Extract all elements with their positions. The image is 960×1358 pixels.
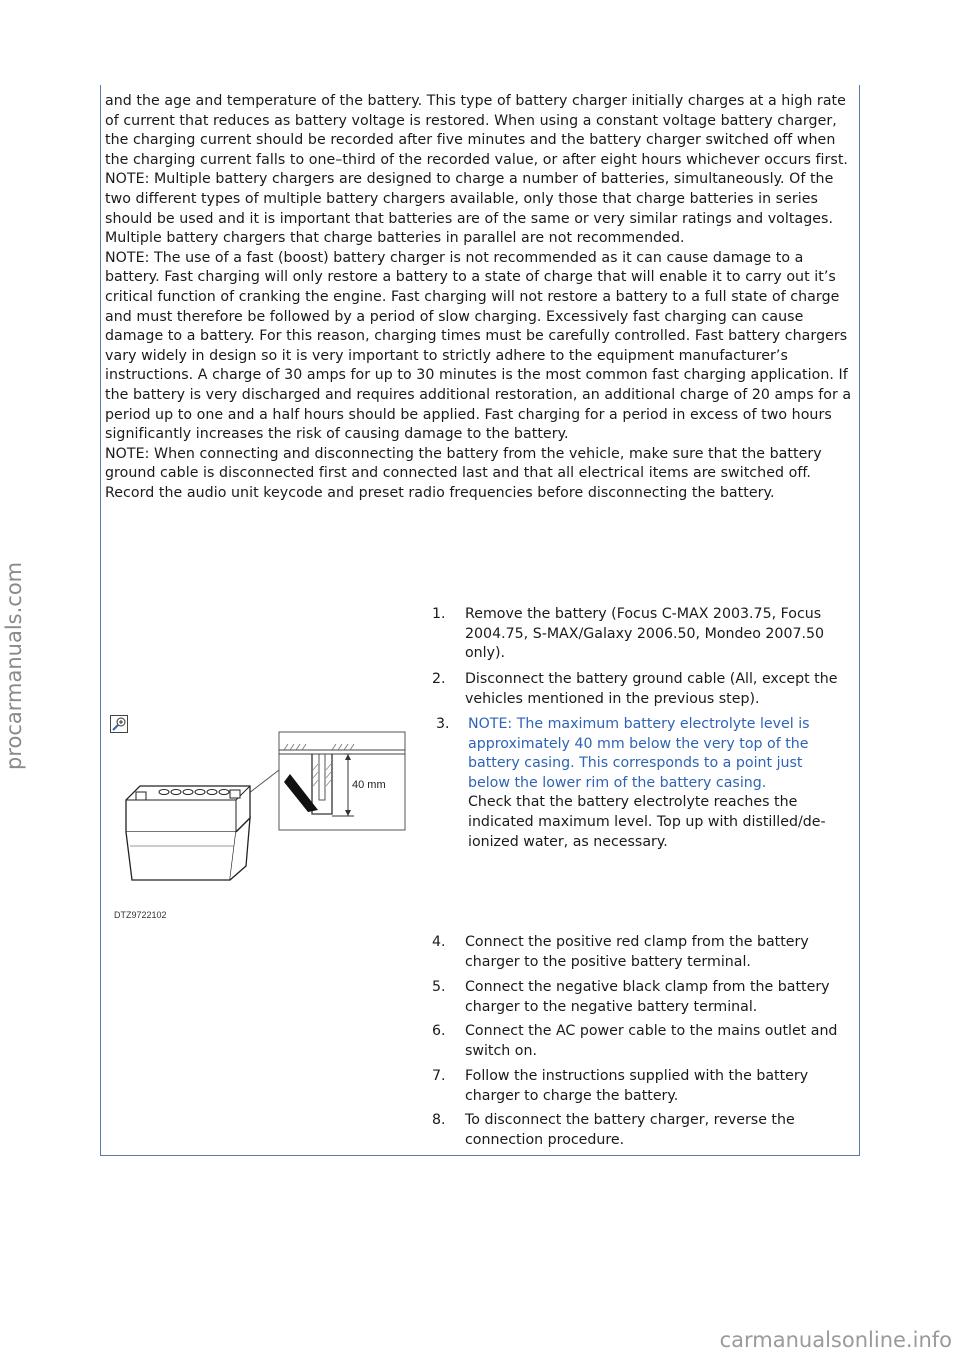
step-1	[432, 605, 852, 664]
note-fast-charger: NOTE: The use of a fast (boost) battery charger is not recommended as it can cause damage to a battery. Fast charging will only restore a battery to a state of charge that will enable it to carry out it’s critical function of cranking the engine. Fast charging will not restore a battery to a full state of charge and must therefore be followed by a period of slow charging. Excessively fast charging can cause damage to a battery. For this reason, charging times must be carefully controlled. Fast battery chargers vary widely in design so it is very important to strictly adhere to the equipment manufacturer’s instructions. A charge of 30 amps for up to 30 minutes is the most common fast charging application. If the battery is very discharged and requires additional restoration, an additional charge of 20 amps for a period up to one and a half hours should be applied. Fast charging for a period in excess of two hours significantly increases the risk of causing damage to the battery.	[105, 249, 852, 443]
step-text: Connect the positive red clamp from the battery charger to the positive battery terminal.	[465, 934, 809, 970]
bottom-watermark: carmanualsonline.info	[719, 1328, 952, 1352]
step-number: 2.	[432, 671, 446, 687]
step-text: Check that the battery electrolyte reaches the indicated maximum level. Top up with distilled/de-ionized water, as necessary.	[468, 794, 826, 850]
step-number: 4.	[432, 934, 446, 950]
step-number: 7.	[432, 1068, 446, 1084]
step-8	[432, 1111, 852, 1150]
step-4	[432, 933, 852, 972]
step-number: 6.	[432, 1023, 446, 1039]
step-6	[432, 1022, 852, 1061]
step-number: 5.	[432, 979, 446, 995]
step-number: 1.	[432, 606, 446, 622]
step-number: 3.	[436, 716, 450, 732]
step-text: Connect the AC power cable to the mains outlet and switch on.	[465, 1023, 838, 1059]
note-multiple-chargers: NOTE: Multiple battery chargers are designed to charge a number of batteries, simultaneously. Of the two different types of multiple battery chargers available, only those that charge batteries in series should be used and it is important that batteries are of the same or very similar ratings and voltages. Multiple battery chargers that charge batteries in parallel are not recommended.	[105, 171, 834, 247]
step-2	[432, 670, 852, 709]
side-watermark: procarmanuals.com	[2, 561, 26, 770]
step-7	[432, 1067, 852, 1106]
step-5	[432, 978, 852, 1017]
note-connecting: NOTE: When connecting and disconnecting the battery from the vehicle, make sure that the battery ground cable is disconnected first and connected last and that all electrical items are switched off. Record the audio unit keycode and preset radio frequencies before disconnecting the battery.	[105, 445, 822, 501]
step-number: 8.	[432, 1112, 446, 1128]
intro-text	[105, 92, 857, 503]
step-text: Connect the negative black clamp from the battery charger to the negative battery terminal.	[465, 979, 830, 1015]
intro-paragraph: and the age and temperature of the battery. This type of battery charger initially charges at a high rate of current that reduces as battery voltage is restored. When using a constant voltage battery charger, the charging current should be recorded after five minutes and the battery charger switched off when the charging current falls to one–third of the recorded value, or after eight hours whichever occurs first.	[105, 93, 848, 168]
step-text: Disconnect the battery ground cable (All, except the vehicles mentioned in the previous step).	[465, 671, 838, 707]
figure-code: DTZ9722102	[114, 910, 167, 920]
battery-illustration	[112, 730, 412, 922]
step-note: NOTE: The maximum battery electrolyte level is approximately 40 mm below the very top of the battery casing. This corresponds to a point just below the lower rim of the battery casing.	[468, 716, 810, 791]
step-text: Remove the battery (Focus C-MAX 2003.75, Focus 2004.75, S-MAX/Galaxy 2006.50, Mondeo 2007.50 only).	[465, 606, 825, 662]
step-3	[436, 715, 846, 852]
step-text: Follow the instructions supplied with the battery charger to charge the battery.	[465, 1068, 809, 1104]
step-text: To disconnect the battery charger, reverse the connection procedure.	[465, 1112, 795, 1148]
dimension-label: 40 mm	[352, 779, 386, 791]
